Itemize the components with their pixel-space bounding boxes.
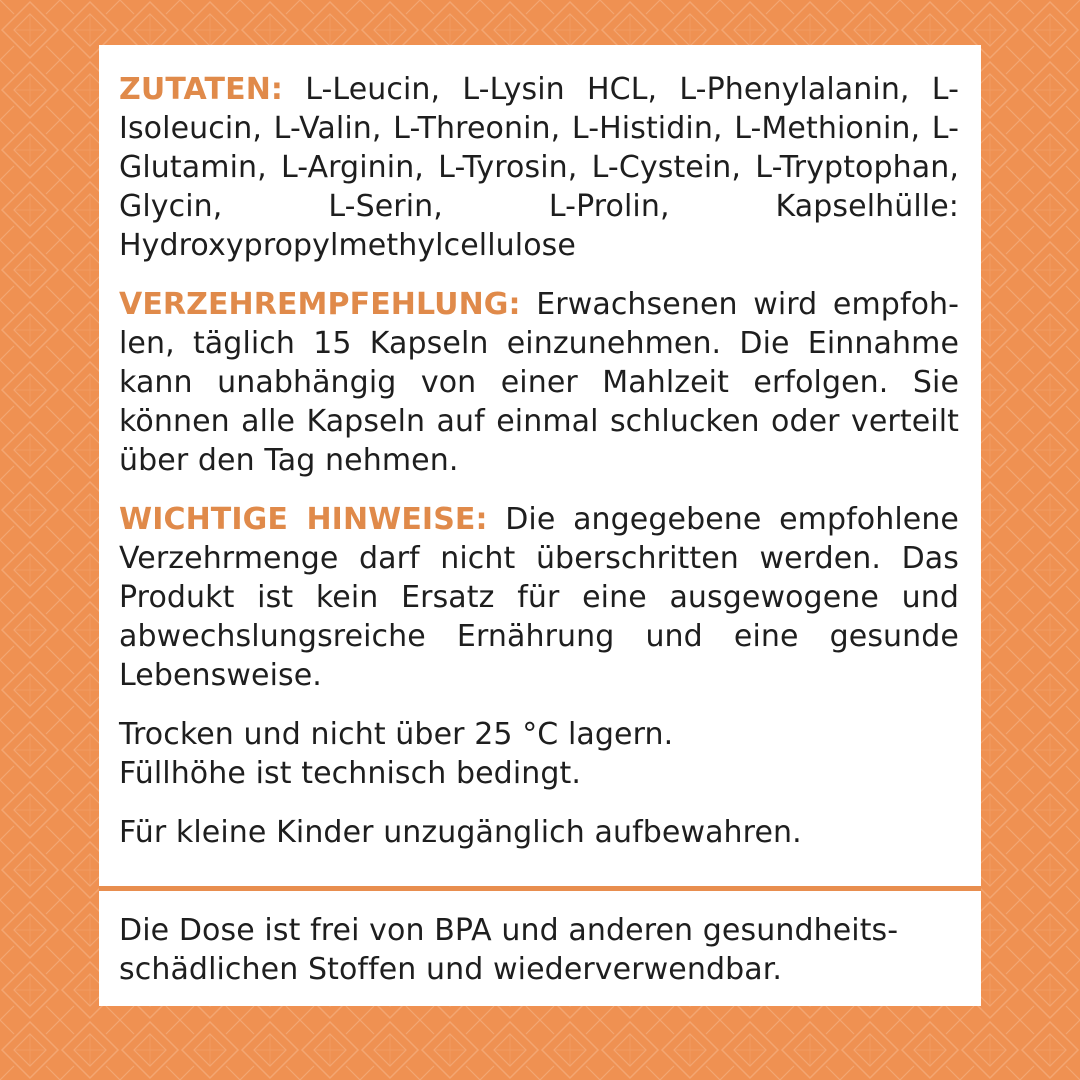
notes-label: WICHTIGE HINWEISE:	[119, 502, 488, 537]
ingredients-text: L-Leucin, L-Lysin HCL, L-Phenylalanin, L-Isoleucin, L-Valin, L-Threonin, L-Histidin, L-Methionin, L-Glutamin, L-Arginin, L-Tyrosin, L-Cystein, L-Tryptophan, Glycin, L-Serin, L-Prolin, Kapselhülle: Hydroxypropylmethylcellulose	[119, 72, 959, 263]
storage-paragraph	[119, 715, 959, 793]
notes-text: Die angegebene empfohlene Verzehrmenge darf nicht überschritten werden. Das Produkt ist kein Ersatz für eine ausgewogene und abwechslungsreiche Ernährung und eine gesunde Lebensweise.	[119, 502, 959, 693]
children-warning: Für kleine Kinder unzugänglich aufbewahren.	[119, 815, 802, 850]
ingredients-label: ZUTATEN:	[119, 72, 283, 107]
storage-line-2: Füllhöhe ist technisch bedingt.	[119, 756, 582, 791]
label-panel	[99, 45, 981, 1006]
recommendation-label: VERZEHREMPFEHLUNG:	[119, 287, 521, 322]
can-info	[119, 911, 959, 989]
recommendation-paragraph	[119, 285, 959, 480]
can-text: Die Dose ist frei von BPA und anderen gesundheitsschädlichen Stoffen und wiederverwendbar.	[119, 913, 899, 987]
section-divider	[99, 886, 981, 891]
recommendation-text: Erwachsenen wird empfohlen, täglich 15 Kapseln einzunehmen. Die Einnahme kann unabhängig von einer Mahlzeit erfolgen. Sie können alle Kapseln auf einmal schlucken oder verteilt über den Tag nehmen.	[119, 287, 959, 478]
storage-line-1: Trocken und nicht über 25 °C lagern.	[119, 717, 674, 752]
info-content	[119, 70, 959, 852]
ingredients-paragraph	[119, 70, 959, 265]
notes-paragraph	[119, 500, 959, 695]
